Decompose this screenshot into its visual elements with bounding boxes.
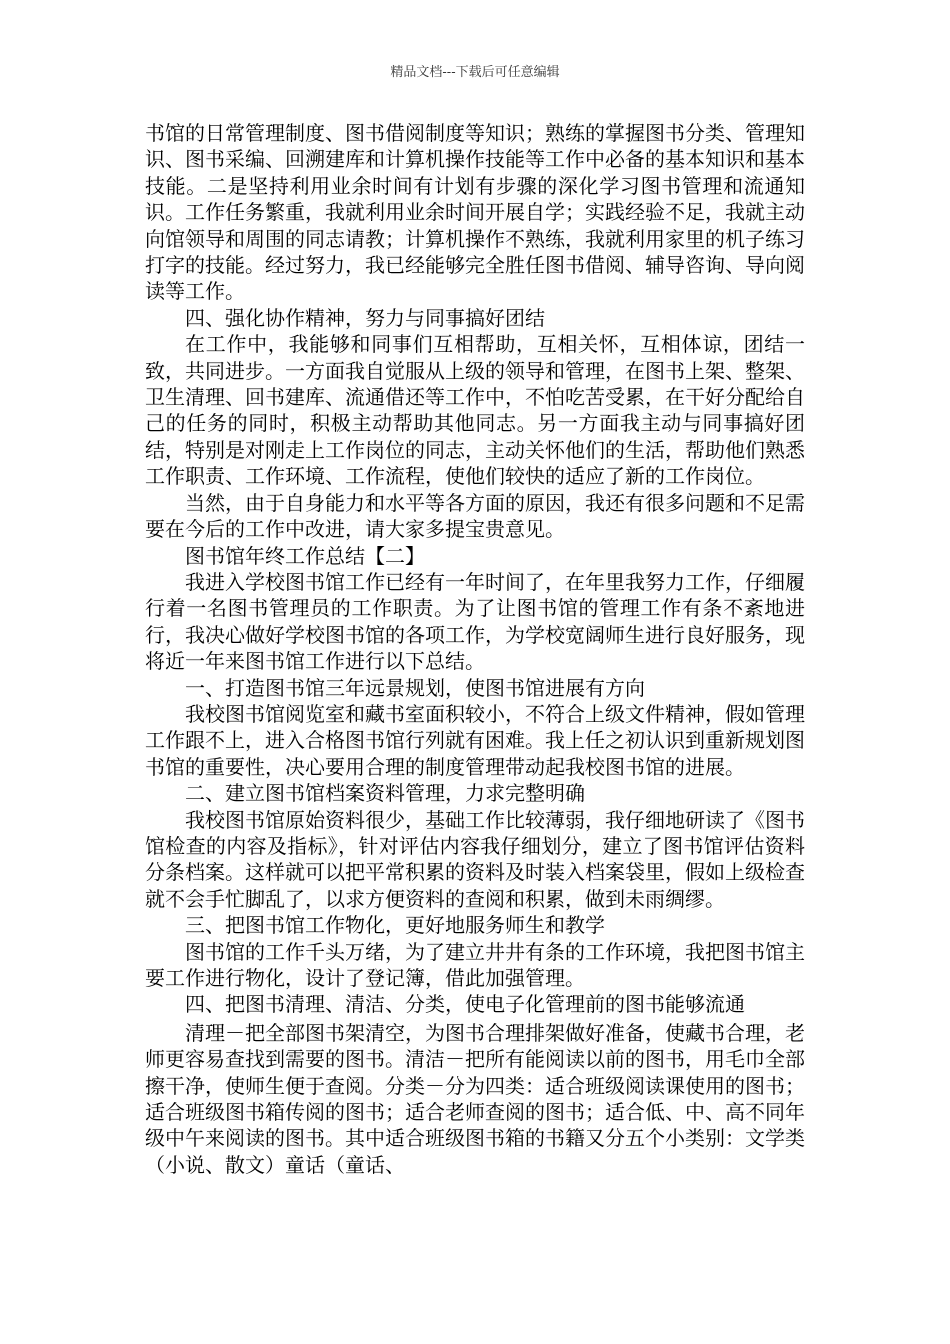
paragraph: 清理－把全部图书架清空，为图书合理排架做好准备，使藏书合理，老师更容易查找到需要的图书。清洁－把所有能阅读以前的图书，用毛巾全部擦干净，使师生便于查阅。分类－分为四类：适合班级阅读课使用的图书；适合班级图书箱传阅的图书；适合老师查阅的图书；适合低、中、高不同年级中午来阅读的图书。其中适合班级图书箱的书籍又分五个小类别：文学类（小说、散文）童话（童话、 [145, 1020, 805, 1177]
paragraph-continued: 书馆的日常管理制度、图书借阅制度等知识；熟练的掌握图书分类、管理知识、图书采编、回溯建库和计算机操作技能等工作中必备的基本知识和基本技能。二是坚持利用业余时间有计划有步骤的深化学习图书管理和流通知识。工作任务繁重，我就利用业余时间开展自学；实践经验不足，我就主动向馆领导和周围的同志请教；计算机操作不熟练，我就利用家里的机子练习打字的技能。经过努力，我已经能够完全胜任图书借阅、辅导咨询、导向阅读等工作。 [145, 121, 805, 304]
paragraph: 我进入学校图书馆工作已经有一年时间了，在年里我努力工作，仔细履行着一名图书管理员的工作职责。为了让图书馆的管理工作有条不紊地进行，我决心做好学校图书馆的各项工作，为学校宽阔师生进行良好服务，现将近一年来图书馆工作进行以下总结。 [145, 569, 805, 674]
paragraph: 在工作中，我能够和同事们互相帮助，互相关怀，互相体谅，团结一致，共同进步。一方面我自觉服从上级的领导和管理，在图书上架、整架、卫生清理、回书建库、流通借还等工作中，不怕吃苦受累，在干好分配给自己的任务的同时，积极主动帮助其他同志。另一方面我主动与同事搞好团结，特别是对刚走上工作岗位的同志，主动关怀他们的生活，帮助他们熟悉工作职责、工作环境、工作流程，使他们较快的适应了新的工作岗位。 [145, 332, 805, 489]
paragraph: 图书馆的工作千头万绪，为了建立井井有条的工作环境，我把图书馆主要工作进行物化，设计了登记簿，借此加强管理。 [145, 939, 805, 990]
page-header: 精品文档---下载后可任意编辑 [390, 65, 560, 80]
section-heading: 四、强化协作精神，努力与同事搞好团结 [185, 305, 545, 330]
document-body [145, 120, 805, 1178]
document-subtitle: 图书馆年终工作总结【二】 [185, 543, 425, 568]
section-heading: 一、打造图书馆三年远景规划，使图书馆进展有方向 [185, 675, 645, 700]
section-heading: 三、把图书馆工作物化，更好地服务师生和教学 [185, 913, 605, 938]
section-heading: 四、把图书清理、清洁、分类，使电子化管理前的图书能够流通 [185, 992, 745, 1017]
paragraph: 我校图书馆阅览室和藏书室面积较小，不符合上级文件精神，假如管理工作跟不上，进入合格图书馆行列就有困难。我上任之初认识到重新规划图书馆的重要性，决心要用合理的制度管理带动起我校图书馆的进展。 [145, 701, 805, 779]
paragraph: 当然，由于自身能力和水平等各方面的原因，我还有很多问题和不足需要在今后的工作中改进，请大家多提宝贵意见。 [145, 490, 805, 542]
paragraph: 我校图书馆原始资料很少，基础工作比较薄弱，我仔细地研读了《图书馆检查的内容及指标》，针对评估内容我仔细划分，建立了图书馆评估资料分条档案。这样就可以把平常积累的资料及时装入档案袋里，假如上级检查就不会手忙脚乱了，以求方便资料的查阅和积累，做到未雨绸缪。 [145, 807, 805, 911]
section-heading: 二、建立图书馆档案资料管理，力求完整明确 [185, 781, 585, 806]
